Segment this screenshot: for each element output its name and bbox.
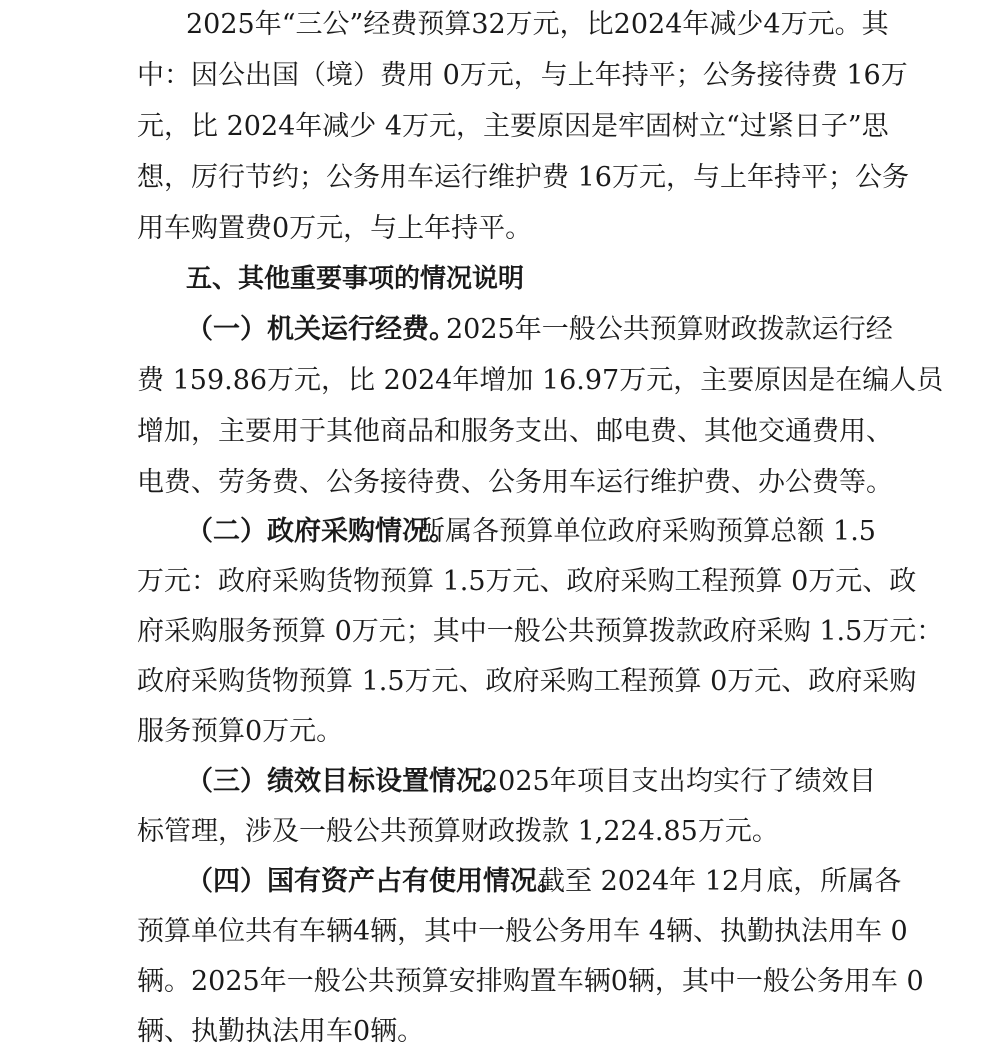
paragraph-text: 电费、劳务费、公务接待费、公务用车运行维护费、办公费等。 — [137, 467, 893, 498]
item-one-line — [0, 305, 1000, 355]
paragraph-text: 2025年一般公共预算财政拨款运行经 — [446, 314, 893, 345]
paragraph-text: 标管理，涉及一般公共预算财政拨款 1,224.85万元。 — [137, 816, 779, 847]
item-three-label: （三）绩效目标设置情况。 — [186, 766, 510, 797]
section-heading: 五、其他重要事项的情况说明 — [186, 264, 525, 294]
paragraph-text: 预算单位共有车辆4辆，其中一般公务用车 4辆、执勤执法用车 0 — [137, 916, 908, 947]
paragraph-line — [0, 957, 1000, 1007]
paragraph-line — [0, 407, 1000, 457]
paragraph-line — [0, 204, 1000, 254]
paragraph-text: 万元：政府采购货物预算 1.5万元、政府采购工程预算 0万元、政 — [137, 566, 917, 597]
paragraph-line — [0, 1007, 1000, 1057]
paragraph-line — [0, 907, 1000, 957]
item-one-label: （一）机关运行经费。 — [186, 314, 456, 345]
paragraph-text: 辆。2025年一般公共预算安排购置车辆0辆，其中一般公务用车 0 — [137, 966, 924, 997]
paragraph-text: 想，厉行节约；公务用车运行维护费 16万元，与上年持平；公务 — [137, 162, 909, 193]
paragraph-text: 所属各预算单位政府采购预算总额 1.5 — [418, 516, 876, 547]
item-four-line — [0, 857, 1000, 907]
paragraph-text: 2025年“三公”经费预算32万元，比2024年减少4万元。其 — [186, 9, 889, 40]
paragraph-line — [0, 807, 1000, 857]
paragraph-text: 费 159.86万元，比 2024年增加 16.97万元，主要原因是在编人员 — [137, 365, 944, 396]
paragraph-text: 府采购服务预算 0万元；其中一般公共预算拨款政府采购 1.5万元： — [137, 616, 944, 647]
paragraph-line — [0, 707, 1000, 757]
paragraph-line — [0, 657, 1000, 707]
item-four-label: （四）国有资产占有使用情况。 — [186, 866, 564, 897]
item-two-label: （二）政府采购情况。 — [186, 516, 456, 547]
paragraph-text: 增加，主要用于其他商品和服务支出、邮电费、其他交通费用、 — [137, 416, 893, 447]
item-two-line — [0, 507, 1000, 557]
item-three-line — [0, 757, 1000, 807]
paragraph-text: 政府采购货物预算 1.5万元、政府采购工程预算 0万元、政府采购 — [137, 666, 917, 697]
paragraph-line — [0, 557, 1000, 607]
paragraph-text: 截至 2024年 12月底，所属各 — [538, 866, 902, 897]
paragraph-text: 中：因公出国（境）费用 0万元，与上年持平；公务接待费 16万 — [137, 60, 908, 91]
paragraph-line — [0, 607, 1000, 657]
paragraph-line — [0, 51, 1000, 101]
paragraph-text: 辆、执勤执法用车0辆。 — [137, 1016, 425, 1047]
paragraph-line — [0, 102, 1000, 152]
paragraph-text: 服务预算0万元。 — [137, 716, 344, 747]
paragraph-line — [0, 0, 1000, 50]
paragraph-line — [0, 356, 1000, 406]
paragraph-line — [0, 153, 1000, 203]
paragraph-text: 元，比 2024年减少 4万元，主要原因是牢固树立“过紧日子”思 — [137, 111, 889, 142]
section-heading-line — [0, 254, 1000, 304]
paragraph-text: 2025年项目支出均实行了绩效目 — [481, 766, 876, 797]
paragraph-line — [0, 458, 1000, 508]
paragraph-text: 用车购置费0万元，与上年持平。 — [137, 213, 533, 244]
